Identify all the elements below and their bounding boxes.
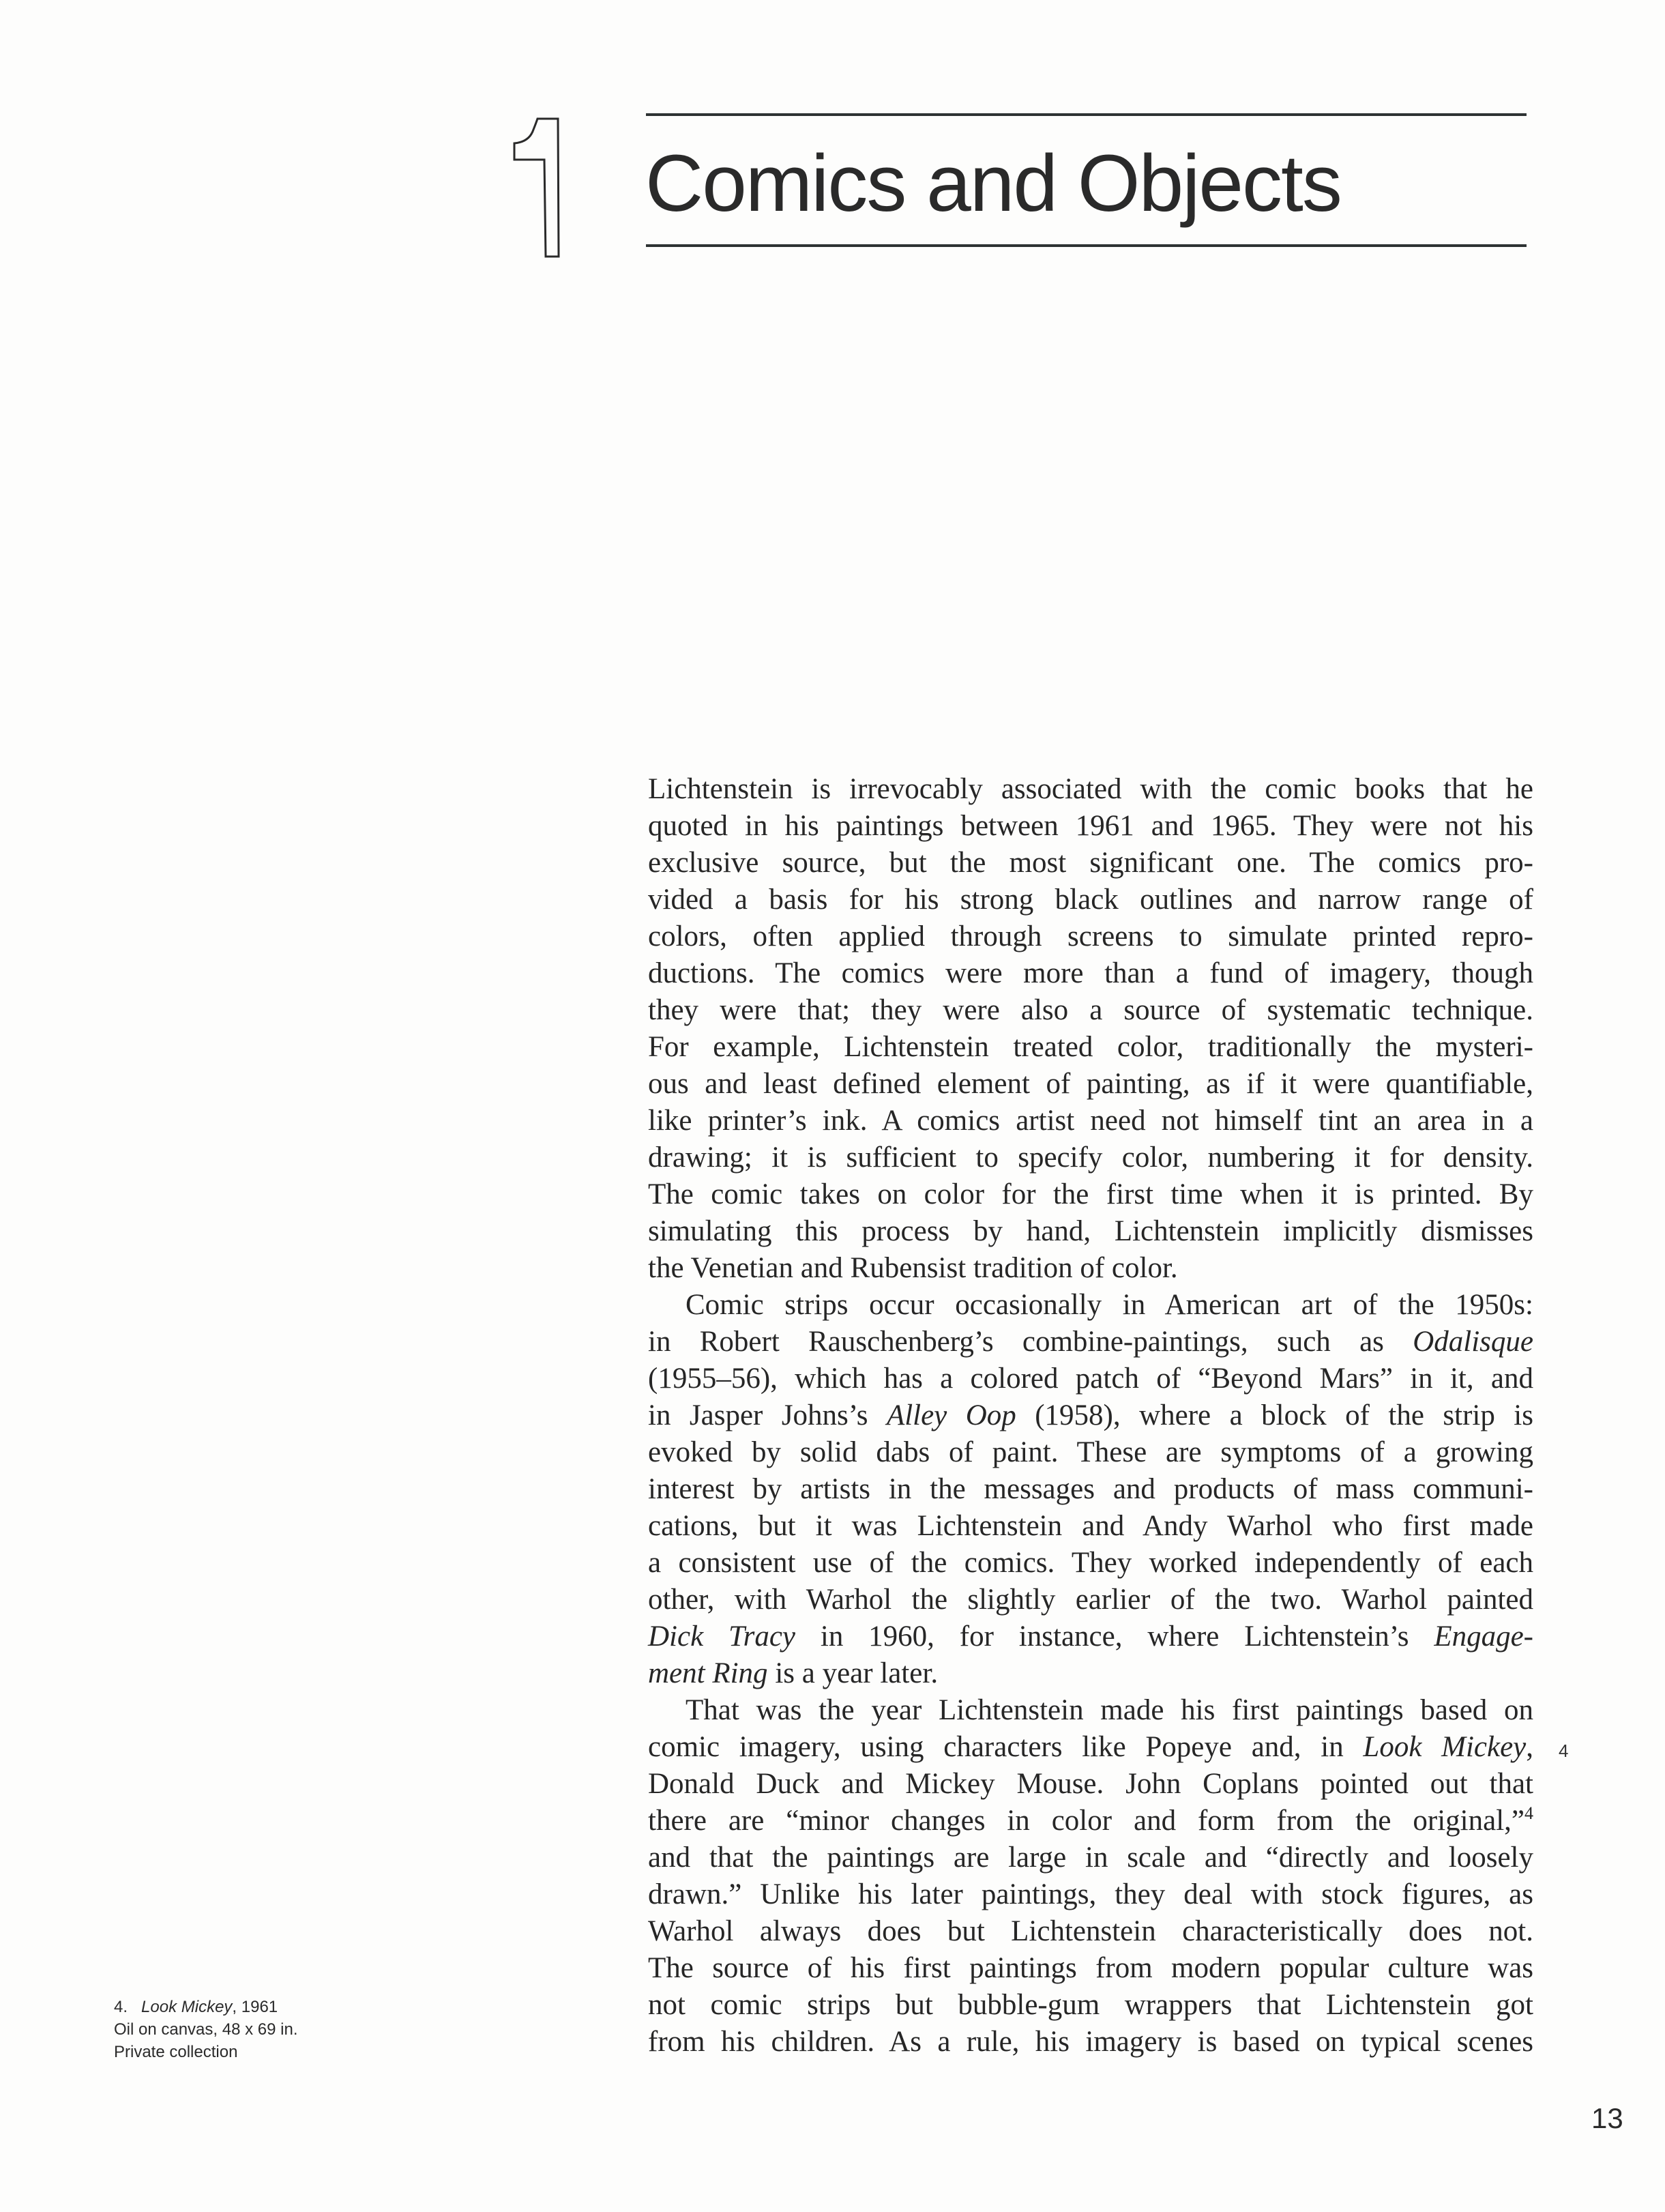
text-run: other, with Warhol the slightly earlier of the two. Warhol painted (648, 1584, 1533, 1616)
text-run: in Robert Rauschenberg’s combine-paintings, such as (648, 1326, 1413, 1358)
figure-caption (114, 1996, 297, 2063)
text-run: Comic strips occur occasionally in American art of the 1950s: (686, 1289, 1533, 1321)
body-line (648, 1582, 1533, 1618)
body-line (648, 1250, 1533, 1287)
text-run: (1958), where a block of the strip is (1016, 1399, 1533, 1431)
body-line (648, 771, 1533, 808)
caption-medium: Oil on canvas, 48 x 69 in. (114, 2020, 298, 2039)
text-run: they were that; they were also a source of systematic technique. (648, 994, 1533, 1026)
text-run: The comic takes on color for the first time when it is printed. By (648, 1178, 1533, 1210)
body-line (648, 1176, 1533, 1213)
text-run: like printer’s ink. A comics artist need not himself tint an area in a (648, 1105, 1533, 1137)
body-line (648, 1987, 1533, 2024)
text-run: simulating this process by hand, Lichtenstein implicitly dismisses (648, 1215, 1533, 1247)
caption-line-title (114, 1996, 297, 2018)
body-line (648, 1213, 1533, 1250)
text-run: ous and least defined element of painting, as if it were quantifiable, (648, 1068, 1533, 1100)
body-line (648, 1508, 1533, 1545)
text-run: cations, but it was Lichtenstein and Andy Warhol who first made (648, 1510, 1533, 1542)
body-line (648, 1471, 1533, 1508)
body-text (648, 771, 1533, 2061)
body-line (648, 1655, 1533, 1692)
italic-title: Odalisque (1413, 1326, 1533, 1358)
body-line (648, 1839, 1533, 1876)
body-line (648, 1692, 1533, 1729)
text-run: interest by artists in the messages and products of mass communi- (648, 1473, 1533, 1505)
text-run: (1955–56), which has a colored patch of “Beyond Mars” in it, and (648, 1363, 1533, 1395)
body-line (648, 1029, 1533, 1066)
italic-title: Alley Oop (886, 1399, 1016, 1431)
body-line (648, 2024, 1533, 2061)
title-rule-bottom (646, 244, 1527, 247)
body-line (648, 1950, 1533, 1987)
body-line (648, 882, 1533, 918)
text-run: For example, Lichtenstein treated color, traditionally the mysteri- (648, 1031, 1533, 1063)
body-line (648, 1803, 1533, 1839)
text-run: The source of his first paintings from modern popular culture was (648, 1952, 1533, 1984)
body-line (648, 1545, 1533, 1582)
body-line (648, 1139, 1533, 1176)
body-line (648, 918, 1533, 955)
text-run: drawing; it is sufficient to specify color, numbering it for density. (648, 1141, 1533, 1174)
italic-title: Look Mickey (1363, 1731, 1527, 1763)
title-rule-top (646, 113, 1527, 116)
text-run: Lichtenstein is irrevocably associated with the comic books that he (648, 773, 1533, 805)
italic-title: ment Ring (648, 1657, 768, 1689)
chapter-title: Comics and Objects (645, 139, 1341, 229)
text-run: comic imagery, using characters like Popeye and, in (648, 1731, 1364, 1763)
text-run: the Venetian and Rubensist tradition of color. (648, 1252, 1178, 1284)
body-line (648, 808, 1533, 845)
text-run: That was the year Lichtenstein made his first paintings based on (686, 1694, 1533, 1726)
text-run: and that the paintings are large in scale and “directly and loosely (648, 1842, 1533, 1874)
text-run: is a year later. (767, 1657, 939, 1689)
body-line (648, 1066, 1533, 1103)
text-run: , (1526, 1731, 1533, 1763)
body-line (648, 1913, 1533, 1950)
body-line (648, 1287, 1533, 1324)
text-run: exclusive source, but the most significant one. The comics pro- (648, 847, 1533, 879)
chapter-number-outline (495, 116, 561, 261)
text-run: a consistent use of the comics. They worked independently of each (648, 1547, 1533, 1579)
body-line (648, 1729, 1533, 1766)
footnote-marker: 4 (1524, 1803, 1533, 1823)
body-line (648, 1618, 1533, 1655)
caption-number: 4. (114, 1998, 128, 2016)
text-run: evoked by solid dabs of paint. These are symptoms of a growing (648, 1436, 1533, 1468)
body-line (648, 1360, 1533, 1397)
text-run: Warhol always does but Lichtenstein characteristically does not. (648, 1915, 1533, 1947)
caption-collection: Private collection (114, 2043, 238, 2061)
text-run: there are “minor changes in color and form from the original,” (648, 1805, 1524, 1837)
body-line (648, 1766, 1533, 1803)
caption-artwork-title: Look Mickey (141, 1998, 233, 2016)
text-run: vided a basis for his strong black outlines and narrow range of (648, 884, 1533, 916)
text-run: from his children. As a rule, his imagery is based on typical scenes (648, 2026, 1533, 2058)
body-line (648, 955, 1533, 992)
text-run: ductions. The comics were more than a fund of imagery, though (648, 957, 1533, 989)
margin-figure-reference: 4 (1559, 1741, 1569, 1761)
body-line (648, 1103, 1533, 1139)
text-run: not comic strips but bubble-gum wrappers that Lichtenstein got (648, 1989, 1533, 2021)
text-run: in 1960, for instance, where Lichtenstein’s (795, 1620, 1434, 1653)
italic-title: Engage- (1434, 1620, 1533, 1653)
text-run: Donald Duck and Mickey Mouse. John Coplans pointed out that (648, 1768, 1533, 1800)
body-line (648, 845, 1533, 882)
body-line (648, 1876, 1533, 1913)
text-run: in Jasper Johns’s (648, 1399, 887, 1431)
body-line (648, 1397, 1533, 1434)
body-line (648, 1324, 1533, 1360)
text-run: quoted in his paintings between 1961 and 1965. They were not his (648, 810, 1533, 842)
text-run: colors, often applied through screens to simulate printed repro- (648, 920, 1533, 952)
italic-title: Dick Tracy (648, 1620, 795, 1653)
text-run: drawn.” Unlike his later paintings, they deal with stock figures, as (648, 1878, 1533, 1910)
body-line (648, 1434, 1533, 1471)
page-number: 13 (1591, 2102, 1623, 2134)
body-line (648, 992, 1533, 1029)
caption-year: , 1961 (232, 1998, 278, 2016)
